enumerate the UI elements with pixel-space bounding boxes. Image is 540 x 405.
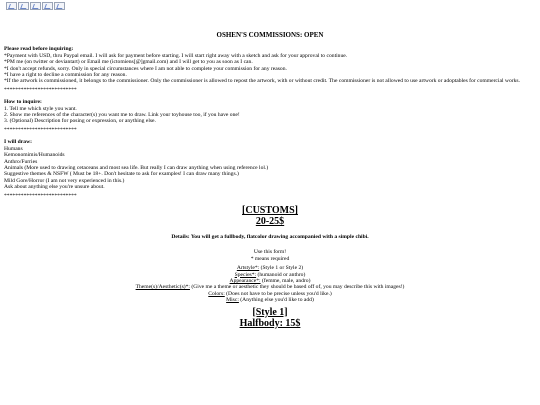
rule-line: *I don't accept refunds, sorry. Only in special circumstances where I am not able to complete your commission for any reason. [4, 65, 287, 72]
separator: ************************** [4, 126, 77, 133]
customs-title: [CUSTOMS] [242, 204, 298, 216]
separator: ************************** [4, 86, 77, 93]
form-field-label: Species*: [234, 271, 257, 278]
draw-item: Anthro/Furries [4, 158, 38, 165]
read-heading: Please read before inquiring: [4, 46, 74, 53]
form-field-text: (Does not have to be precise unless you'd like.) [224, 290, 332, 297]
draw-item: Humans [4, 145, 23, 152]
form-field-label: Theme(s)/Aesthetic(s)*: [135, 284, 190, 291]
rule-line: *Payment with USD, thru Paypal email. I will ask for payment before starting. I will start right away with a sketch and ask for your approval to continue. [4, 52, 348, 59]
rule-line: *If the artwork is commissioned, it belongs to the commissioner. Only the commissioner is allowed to repost the artwork, with or without credit. The commissioner is not allowed to use artwork or adoptables for commercial works. [4, 78, 520, 85]
draw-heading: I will draw: [4, 139, 32, 146]
page-title: OSHEN'S COMMISSIONS: OPEN [216, 31, 324, 39]
form-field-text: (Anything else you'd like to add) [238, 297, 314, 304]
form-field-label: Artstyle*: [236, 265, 260, 272]
inquire-step: 1. Tell me which style you want. [4, 105, 77, 112]
form-intro: Use this form! [253, 249, 287, 256]
broken-image-icon [6, 2, 17, 10]
draw-item: Kemonomimis/Humanoids [4, 152, 65, 159]
draw-item: Ask about anything else you're unsure about. [4, 184, 105, 191]
inquire-heading: How to inquire: [4, 99, 42, 106]
form-field-text: (Give me a theme or aesthetic they should be based off of, you may describe this with images!) [189, 284, 405, 291]
page [4, 0, 536, 405]
form-field-text: (Style 1 or Style 2) [259, 265, 304, 272]
customs-section [4, 205, 536, 329]
separator: ************************** [4, 192, 77, 199]
image-row [6, 2, 65, 10]
inquire-step: 2. Show me references of the character(s) you want me to draw. Link your toyhouse too, if you have one! [4, 112, 240, 119]
broken-image-icon [30, 2, 41, 10]
draw-item: Suggestive themes & NSFW ( Must be 18+. Don't hesitate to ask for examples! I can draw many things.) [4, 171, 239, 178]
form-field-label: Colors: [208, 290, 225, 297]
customs-details: Details: You will get a fullbody, flatcolor drawing accompanied with a simple chibi. [171, 233, 369, 240]
rule-line: *I have a right to decline a commission for any reason. [4, 72, 127, 79]
broken-image-icon [18, 2, 29, 10]
form-field-text: (humanoid or anthro) [256, 271, 306, 278]
main-content [4, 32, 536, 329]
required-note: * means required [250, 255, 290, 262]
form-field-label: Appearance*: [229, 277, 261, 284]
rule-line: *PM me (on twitter or deviantart) or Email me (ictomiens[@]gmail.com) and I will get to you as soon as I can. [4, 59, 253, 66]
draw-item: Animals (More used to drawing cetaceans and most sea life. But really I can draw anything when using reference lol.) [4, 164, 269, 171]
style1-price: Halfbody: 15$ [239, 317, 301, 329]
inquire-step: 3. (Optional) Description for posing or expression, or anything else. [4, 118, 156, 125]
customs-price: 20-25$ [255, 215, 285, 227]
form-field-text: (femme, male, andro) [260, 277, 311, 284]
form-field-label: Misc: [226, 297, 239, 304]
style1-title: [Style 1] [252, 306, 288, 318]
broken-image-icon [42, 2, 53, 10]
draw-item: Mild Gore/Horror (I am not very experienced in this.) [4, 177, 125, 184]
broken-image-icon [54, 2, 65, 10]
